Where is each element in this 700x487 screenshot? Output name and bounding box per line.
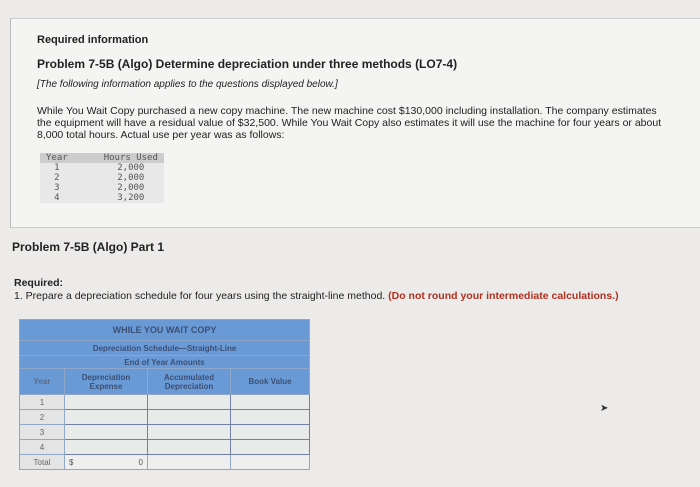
accumulated-depreciation-input[interactable] [148,425,231,440]
company-name: WHILE YOU WAIT COPY [20,320,310,341]
depreciation-expense-input[interactable] [65,410,148,425]
table-row [20,395,310,410]
accumulated-depreciation-input[interactable] [148,395,231,410]
hours: 3,200 [117,193,145,203]
required-label: Required: [14,277,64,289]
header-hours: Hours Used [103,153,158,163]
total-depreciation [65,455,148,470]
book-value-input[interactable] [231,410,310,425]
year-cell: 4 [20,440,65,455]
hours-used-table [40,153,164,203]
header-accumulated-depreciation: Accumulated Depreciation [148,369,231,395]
year: 4 [54,193,60,203]
depreciation-expense-input[interactable] [65,440,148,455]
info-note: [The following information applies to the questions displayed below.] [37,79,338,90]
header-year: Year [20,369,65,395]
total-label: Total [20,455,65,470]
depreciation-schedule-table [19,319,310,470]
table-row [20,440,310,455]
schedule-subtitle: Depreciation Schedule—Straight-Line [20,341,310,356]
table-row [20,410,310,425]
year-cell: 2 [20,410,65,425]
header-depreciation-expense: Depreciation Expense [65,369,148,395]
header-book-value: Book Value [231,369,310,395]
hours: 2,000 [117,173,145,183]
depreciation-expense-input[interactable] [65,425,148,440]
year: 1 [54,163,60,173]
hours: 2,000 [117,163,145,173]
required-info-heading: Required information [37,34,149,46]
total-row [20,455,310,470]
instruction [14,290,619,302]
schedule-period: End of Year Amounts [20,356,310,369]
accumulated-depreciation-input[interactable] [148,440,231,455]
instruction-text: 1. Prepare a depreciation schedule for four years using the straight-line method. [14,290,386,302]
total-book-value [231,455,310,470]
year: 2 [54,173,60,183]
hours: 2,000 [117,183,145,193]
problem-title: Problem 7-5B (Algo) Determine depreciation under three methods (LO7-4) [37,57,458,71]
total-value: 0 [138,457,143,467]
book-value-input[interactable] [231,440,310,455]
table-row [20,425,310,440]
part-title: Problem 7-5B (Algo) Part 1 [12,240,165,254]
problem-paragraph: While You Wait Copy purchased a new copy machine. The new machine cost $130,000 including installation. The company estimates the equipment will have a residual value of $32,500. While You Wait Copy also estimates it will use the machine for four years or about 8,000 total hours. Actual use per year was as follows: [37,105,662,141]
total-accumulated [148,455,231,470]
instruction-note: (Do not round your intermediate calculations.) [388,290,619,302]
currency-symbol: $ [69,457,74,467]
accumulated-depreciation-input[interactable] [148,410,231,425]
mouse-cursor-icon: ➤ [600,403,609,414]
book-value-input[interactable] [231,395,310,410]
year-cell: 3 [20,425,65,440]
year: 3 [54,183,60,193]
depreciation-expense-input[interactable] [65,395,148,410]
year-cell: 1 [20,395,65,410]
header-year: Year [46,153,68,163]
book-value-input[interactable] [231,425,310,440]
